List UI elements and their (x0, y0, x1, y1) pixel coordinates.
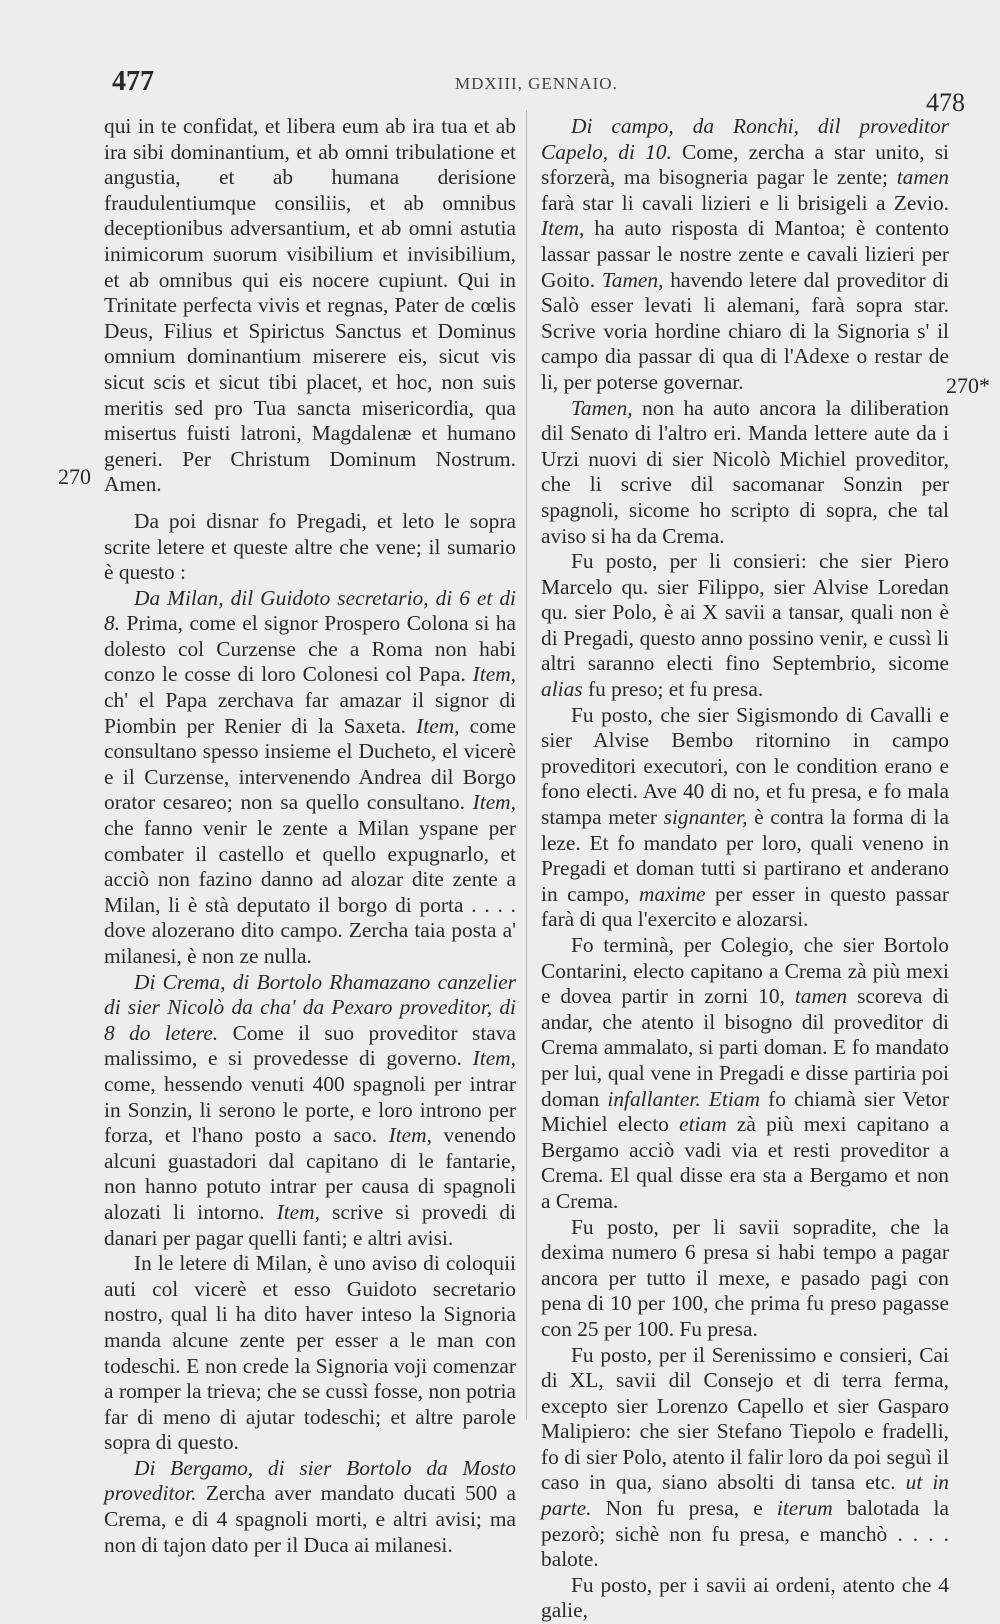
paragraph: Di campo, da Ronchi, dil proveditor Capelo, di 10. Come, zercha a star unito, si sforzerà, ma bisogneria pagar le zente; tamen farà star li cavali lizieri e li brisigeli a Zevio. Item, ha auto risposta di Mantoa; è contento lassar passar le nostre zente e cavali lizieri per Goito. Tamen, havendo letere dal proveditor di Salò esser levati li alemani, farà sopra star. Scrive voria hordine chiaro di la Signoria s' il campo dia passar di qua di l'Adexe o restar de li, per poterse governar. (541, 114, 949, 394)
paragraph: Tamen, non ha auto ancora la diliberation dil Senato di l'altro eri. Manda lettere aute da i Urzi nuovi di sier Nicolò Michiel proveditor, che li scrive dil sacomanar Sonzin per spagnoli, sicome ho scripto di sopra, che tal aviso si ha da Crema. (541, 395, 949, 548)
margin-note-left: 270 (58, 464, 91, 489)
letter-heading: Di Crema, di Bortolo Rhamazano canzelier di sier Nicolò da cha' da Pexaro proveditor, di 8 do letere. (104, 969, 516, 1045)
paragraph: Da Milan, dil Guidoto secretario, di 6 et di 8. Prima, come el signor Prospero Colona si ha dolesto col Curzense che a Roma non habi conzo le cosse di loro Colonesi col Papa. Item, ch' el Papa zerchava far amazar il signor di Piombin per Renier di la Saxeta. Item, come consultano spesso insieme el Ducheto, el vicerè e il Curzense, intervenendo Andrea dil Borgo orator cesareo; non sa quello consultano. Item, che fanno venir le zente a Milan yspane per combater il castello et quello expugnarlo, et acciò non fazino danno ad alozar dite zente a Milan, li è stà deputato il borgo di porta . . . . dove alozerano dito campo. Zercha taia posta a' milanesi, è non ze nulla. (104, 585, 516, 968)
paragraph: Fo terminà, per Colegio, che sier Bortolo Contarini, electo capitano a Crema zà più mexi e dovea partir in zorni 10, tamen scoreva di andar, che atento il bisogno dil proveditor di Crema ammalato, si parti doman. E fo mandato per lui, qual vene in Pregadi e disse partiria poi doman infallanter. Etiam fo chiamà sier Vetor Michiel electo etiam zà più mexi capitano a Bergamo acciò vadi via et resti proveditor a Crema. El qual disse era sta a Bergamo et non a Crema. (541, 933, 949, 1213)
letter-heading: Di campo, da Ronchi, dil proveditor Capelo, di 10. (541, 114, 949, 164)
paragraph: Fu posto, che sier Sigismondo di Cavalli e sier Alvise Bembo ritornino in campo proveditori executori, con le condition erano e fono electi. Ave 40 di no, et fu presa, e fo mala stampa meter signanter, è contra la forma di la leze. Et fo mandato per loro, quali veneno in Pregadi et doman tutti si partirano et anderano in campo, maxime per esser in questo passar farà di qua l'exercito e alozarsi. (541, 702, 949, 932)
paragraph: qui in te confidat, et libera eum ab ira tua et ab ira sibi dominantium, et ab omni tribulatione et angustia, et ab humana derisione fraudulentiumque consiliis, et ab omnibus deceptionibus adversantium, et ab omni astutia inimicorum suorum visibilium et invisibilium, et ab omnibus qui eis nocere cupiunt. Qui in Trinitate perfecta vivis et regnas, Pater de cœlis Deus, Filius et Spirictus Sanctus et Dominus omnium dominantium miserere eis, sicut vis sicut scis et sicut tibi placet, et hoc, non suis meritis sed pro Tua sancta misericordia, qua misertus fuisti latroni, Magdalenæ et humano generi. Per Christum Dominum Nostrum. Amen. (104, 114, 516, 497)
paragraph: Fu posto, per i savii ai ordeni, atento che 4 galie, (541, 1572, 949, 1623)
letter-heading: Di Bergamo, di sier Bortolo da Mosto proveditor. (104, 1455, 516, 1506)
paragraph: Fu posto, per il Serenissimo e consieri, Cai di XL, savii dil Consejo et di terra ferma, excepto sier Lorenzo Capello et sier Gasparo Malipiero: che sier Stefano Tiepolo e fradelli, fo di sier Polo, atento il falir loro da poi seguì il caso in qua, siano absolti di tansa etc. ut in parte. Non fu presa, e iterum balotada la pezorò; sichè non fu presa, e manchò . . . . balote. (541, 1342, 950, 1572)
letter-heading: Da Milan, dil Guidoto secretario, di 6 et di 8. (104, 585, 516, 636)
paragraph: Di Crema, di Bortolo Rhamazano canzelier di sier Nicolò da cha' da Pexaro proveditor, di 8 do letere. Come il suo proveditor stava malissimo, e si provedesse di governo. Item, come, hessendo venuti 400 spagnoli per intrar in Sonzin, li serono le porte, e loro introno per forza, et l'hano posto a saco. Item, venendo alcuni guastadori dal capitano di le fantarie, non hanno potuto intrar per causa di spagnoli alozati li intorno. Item, scrive si provedi di danari per pagar quelli fanti; e altri avisi. (104, 969, 516, 1250)
paragraph: Di Bergamo, di sier Bortolo da Mosto proveditor. Zercha aver mandato ducati 500 a Crema, e di 4 spagnoli morti, e altri avisi; ma non di tajon dato per il Duca ai milanesi. (104, 1455, 516, 1557)
paragraph: Fu posto, per li savii sopradite, che la dexima numero 6 presa si habi tempo a pagar ancora per tutto il mexe, e pasado pagi con pena di 10 per 100, che prima fu preso pagasse con 25 per 100. Fu presa. (541, 1214, 949, 1341)
running-title: MDXIII, GENNAIO. (455, 74, 618, 93)
column-divider (526, 110, 527, 1420)
margin-note-right: 270* (946, 373, 990, 398)
paragraph: In le letere di Milan, è uno aviso di coloquii auti col vicerè et esso Guidoto secretario nostro, qual li ha dito haver inteso la Signoria manda alcune zente per esser a le man con todeschi. E non crede la Signoria voji comenzar a romper la trieva; che se cussì fosse, non potria far di meno di ajutar todeschi; et altre parole sopra di questo. (104, 1251, 516, 1455)
paragraph: Da poi disnar fo Pregadi, et leto le sopra scrite letere et queste altre che vene; il sumario è questo : (104, 508, 516, 585)
page-number-left: 477 (112, 66, 154, 97)
left-column (104, 114, 516, 1558)
page-number-right: 478 (926, 88, 965, 117)
right-column (541, 114, 949, 1624)
paragraph: Fu posto, per li consieri: che sier Piero Marcelo qu. sier Filippo, sier Alvise Loredan qu. sier Polo, è ai X savii a tansar, quali non è di Pregadi, questo anno possino venir, e cussì li altri saranno electi fino Septembrio, sicome alias fu preso; et fu presa. (541, 549, 949, 702)
